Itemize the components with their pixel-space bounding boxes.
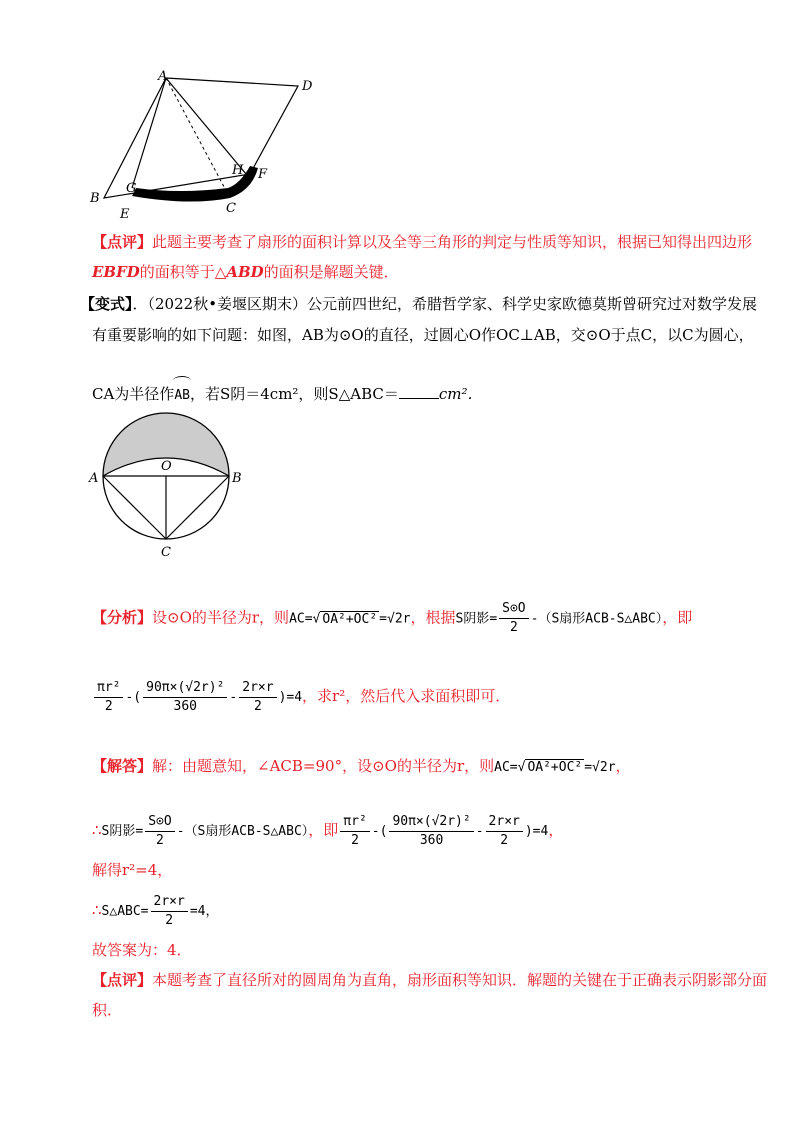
label-C: C — [226, 201, 236, 216]
label-B: B — [90, 191, 100, 206]
label-A: A — [158, 69, 168, 84]
label-A2: A — [89, 471, 99, 486]
parallelogram-outline — [104, 78, 298, 198]
comment-1-line-2: EBFD的面积等于△ABD的面积是解题关键． — [92, 263, 399, 281]
label-B2: B — [232, 471, 242, 486]
label-D: D — [302, 79, 313, 94]
variant-line-3: CA为半径作 AB，若S阴＝4cm²，则S△ABC＝ cm²． — [92, 380, 483, 406]
comment-2-line-2: 积． — [92, 1001, 123, 1019]
label-O: O — [161, 459, 172, 474]
variant-line-1: 【变式】．（2022秋•姜堰区期末）公元前四世纪，希腊哲学家、科学史家欧德莫斯曾研究过对数学发展 — [80, 295, 758, 313]
label-F: F — [258, 167, 268, 182]
label-G: G — [126, 181, 137, 196]
geometry-figure-2 — [86, 410, 246, 570]
comment-1-line-1: 【点评】此题主要考查了扇形的面积计算以及全等三角形的判定与性质等知识，根据已知得出四边形 — [92, 233, 753, 251]
solution-line-3: 解得r²=4， — [92, 861, 173, 879]
solution-line-1: 【解答】解：由题意知，∠ACB=90°，设⊙O的半径为r，则AC=√ OA²+OC² =√2r， — [92, 757, 631, 775]
geometry-figure-1 — [80, 66, 320, 226]
label-C2: C — [161, 545, 171, 560]
solution-line-4: ∴S△ABC= $\frac{2r\times r}{2}$ =4， — [92, 893, 219, 928]
arc-AB: AB — [174, 388, 190, 403]
analysis-line-2: $\frac{\text{πr²}}{2}$ -( $\frac{\text{90π×(√2r)²}}{360}$ - $\frac{2r\times r}{2}$ )=4，求r²，然后代入求面积即可． — [92, 676, 510, 718]
variant-line-2: 有重要影响的如下问题：如图，AB为⊙O的直径，过圆心O作OC⊥AB，交⊙O于点C，以C为圆心， — [92, 326, 754, 344]
solution-line-2: ∴S阴影= $\frac{S⊙O}{2}$ -（S扇形ACB-S△ABC），即 $\frac{\text{πr²}}{2}$ -( $\frac{\text{90π×(√2r)²}}{360}$ - $\frac{2r\times r}{2}$ )=4， — [92, 813, 564, 848]
label-E: E — [120, 207, 130, 222]
solution-answer: 故答案为：4． — [92, 941, 192, 959]
dashed-line-AC — [166, 78, 230, 198]
label-H: H — [232, 163, 244, 178]
analysis-line-1: 【分析】设⊙O的半径为r，则AC=√ OA²+OC² =√2r，根据S阴影= $\frac{S⊙O}{2}$ -（S扇形ACB-S△ABC），即 — [92, 601, 693, 635]
answer-blank — [399, 384, 439, 399]
comment-2-line-1: 【点评】本题考查了直径所对的圆周角为直角，扇形面积等知识．解题的关键在于正确表示阴影部分面 — [92, 971, 768, 989]
